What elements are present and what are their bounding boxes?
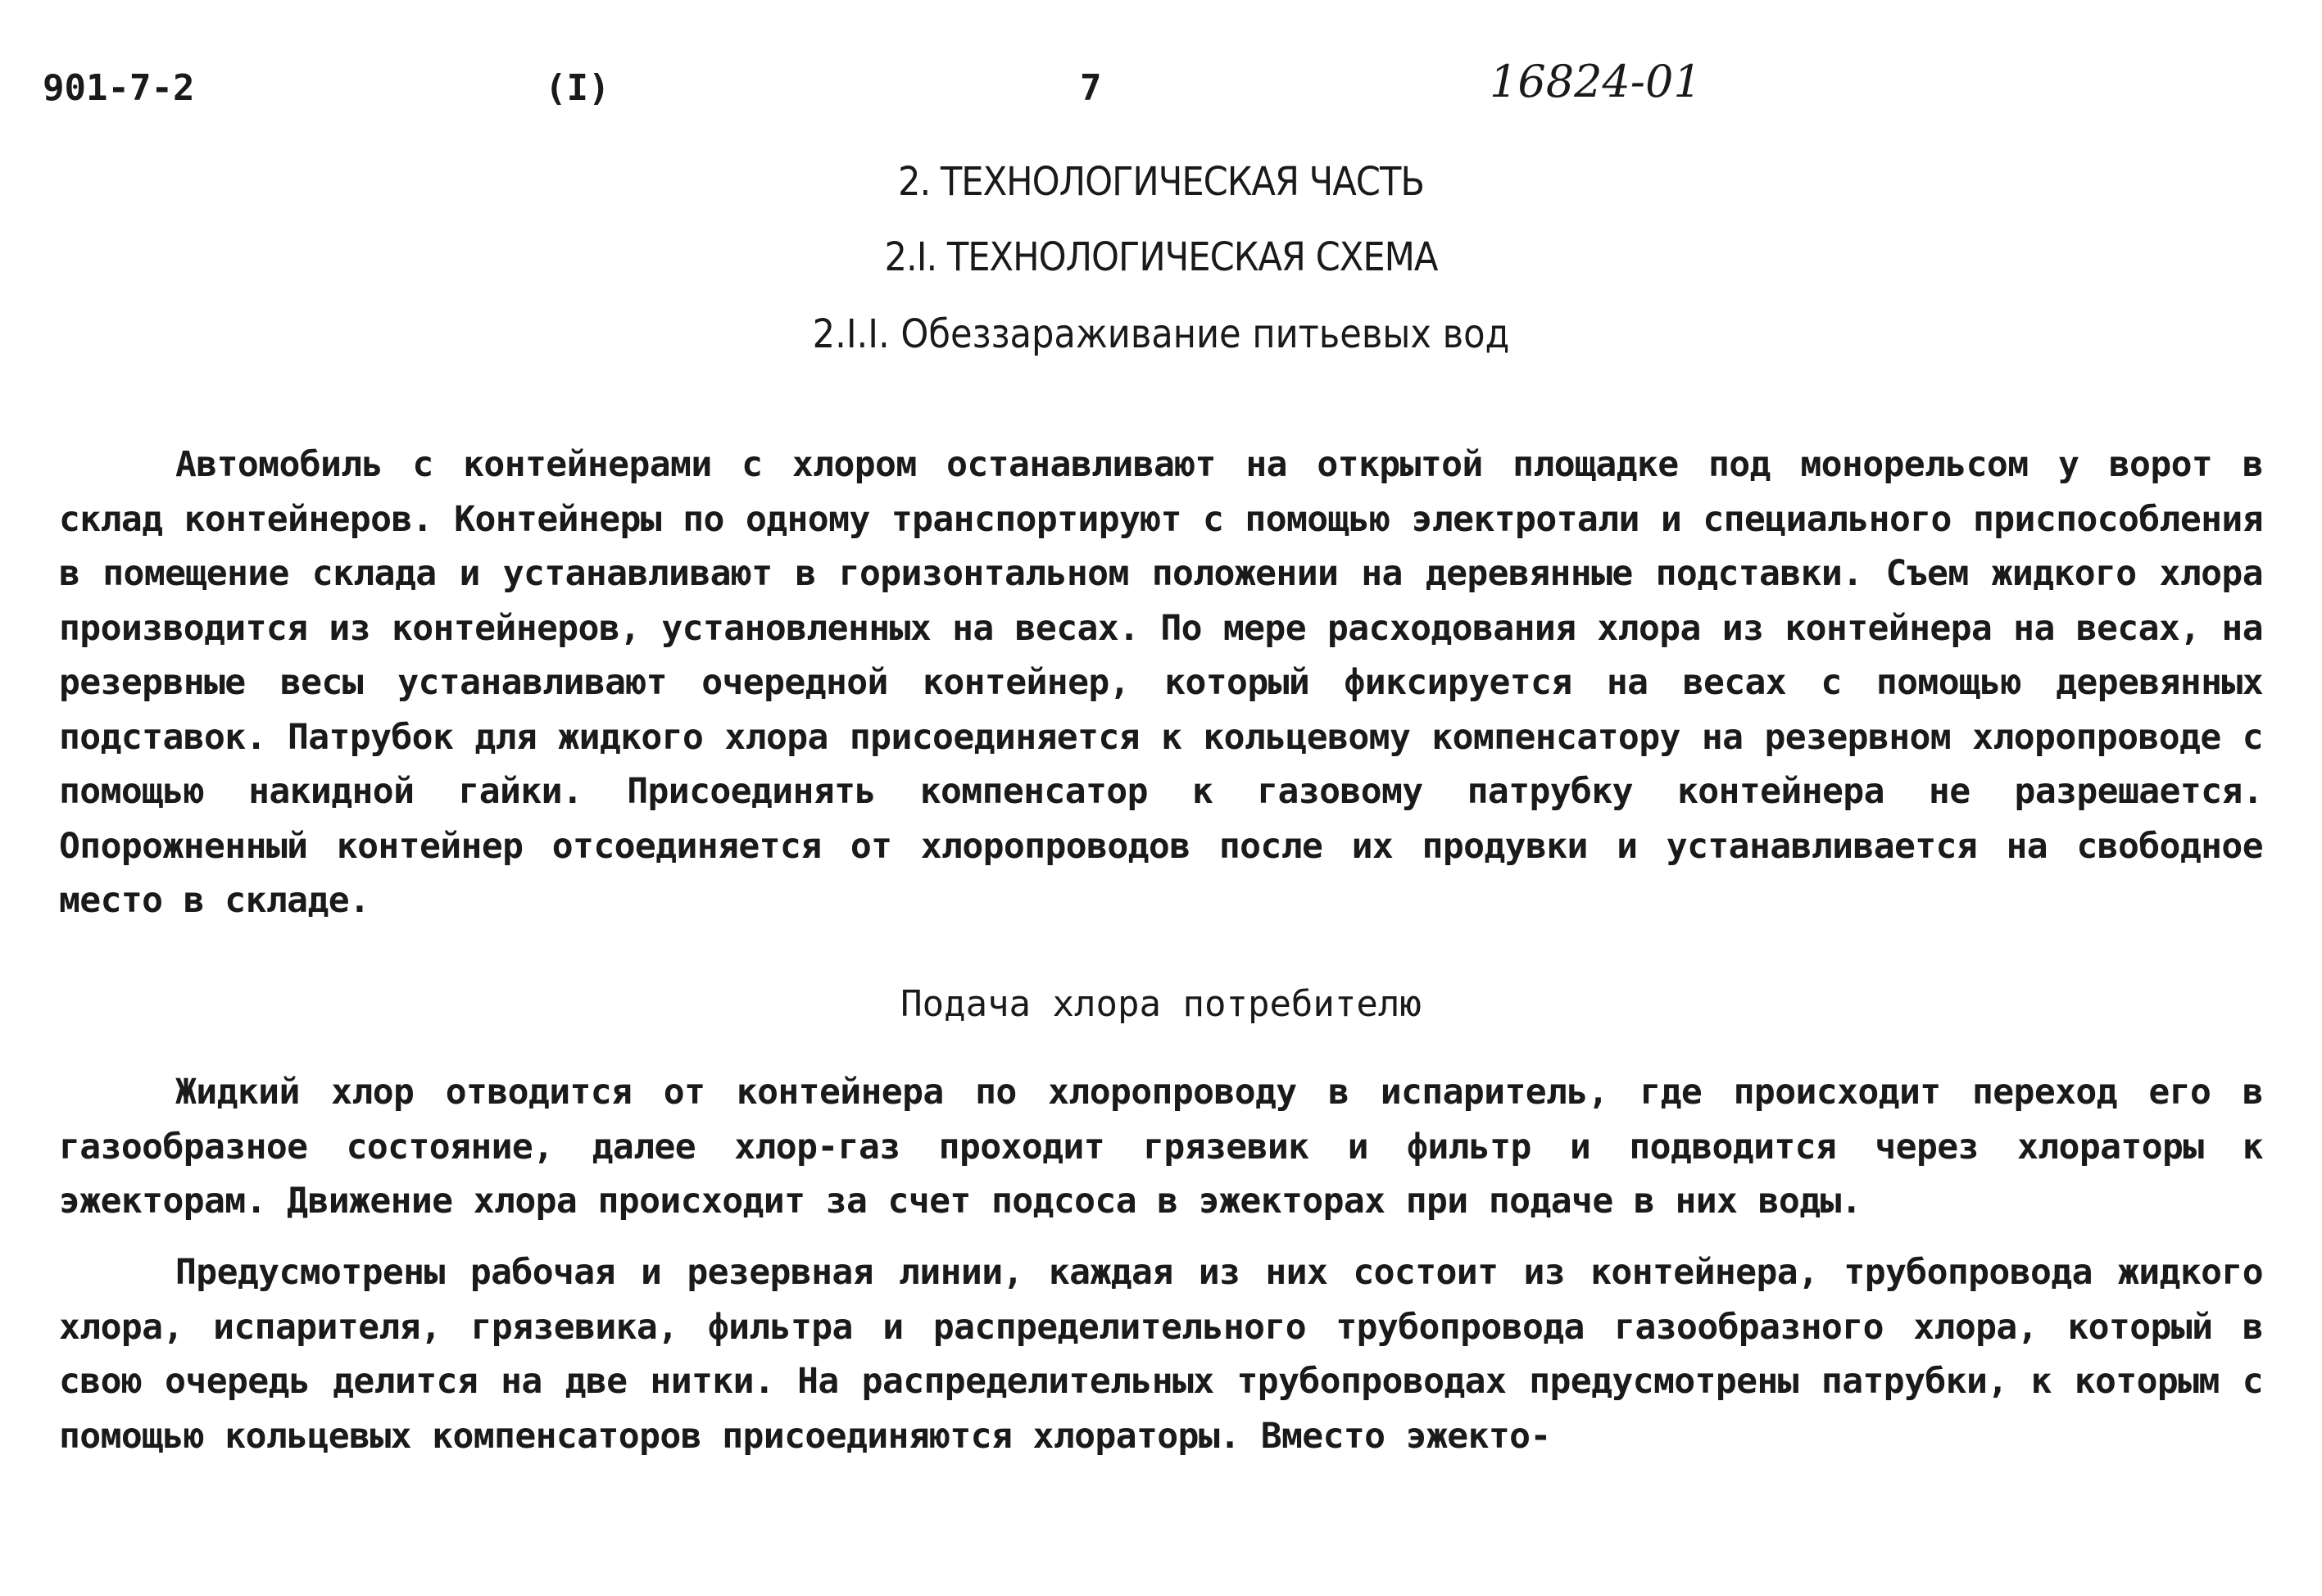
paragraph-supply: [59, 1065, 2263, 1229]
page-number: 7: [1080, 67, 1102, 109]
subheading-chlorine-supply: Подача хлора потребителю: [900, 983, 1422, 1025]
handwritten-doc-number: 16824-01: [1490, 56, 1702, 107]
section-title: 2. ТЕХНОЛОГИЧЕСКАЯ ЧАСТЬ: [898, 159, 1424, 205]
paragraph-delivery-text: Автомобиль с контейнерами с хлором останавливают на открытой площадке под монорельсом у ворот в склад контейнеров. Контейнеры по одному транспортируют с помощью электротали и специального приспособления в помещение склада и устанавливают в горизонтальном положении на деревянные подставки. Съем жидкого хлора производится из контейнеров, установленных на весах. По мере расходования хлора из контейнера на весах, на резервные весы устанавливают очередной контейнер, который фиксируется на весах с помощью деревянных подставок. Патрубок для жидкого хлора присоединяется к кольцевому компенсатору на резервном хлоропроводе с помощью накидной гайки. Присоединять компенсатор к газовому патрубку контейнера не разрешается. Опорожненный контейнер отсоединяется от хлоропроводов после их продувки и устанавливается на свободное место в складе.: [59, 444, 2263, 921]
paragraph-delivery: [59, 438, 2263, 928]
paragraph-supply-text: Жидкий хлор отводится от контейнера по хлоропроводу в испаритель, где происходит переход его в газообразное состояние, далее хлор-газ проходит грязевик и фильтр и подводится через хлораторы к эжекторам. Движение хлора происходит за счет подсоса в эжекторах при подаче в них воды.: [59, 1072, 2263, 1222]
volume-number: (I): [545, 67, 610, 109]
document-code: 901-7-2: [43, 67, 195, 109]
subsection-title: 2.I. ТЕХНОЛОГИЧЕСКАЯ СХЕМА: [884, 234, 1438, 280]
paragraph-lines: [59, 1245, 2263, 1463]
paragraph-lines-text: Предусмотрены рабочая и резервная линии, каждая из них состоит из контейнера, трубопровода жидкого хлора, испарителя, грязевика, фильтра и распределительного трубопровода газообразного хлора, который в свою очередь делится на две нитки. На распределительных трубопроводах предусмотрены патрубки, к которым с помощью кольцевых компенсаторов присоединяются хлораторы. Вместо эжекто-: [59, 1252, 2263, 1457]
subsubsection-title: 2.I.I. Обеззараживание питьевых вод: [812, 311, 1510, 357]
